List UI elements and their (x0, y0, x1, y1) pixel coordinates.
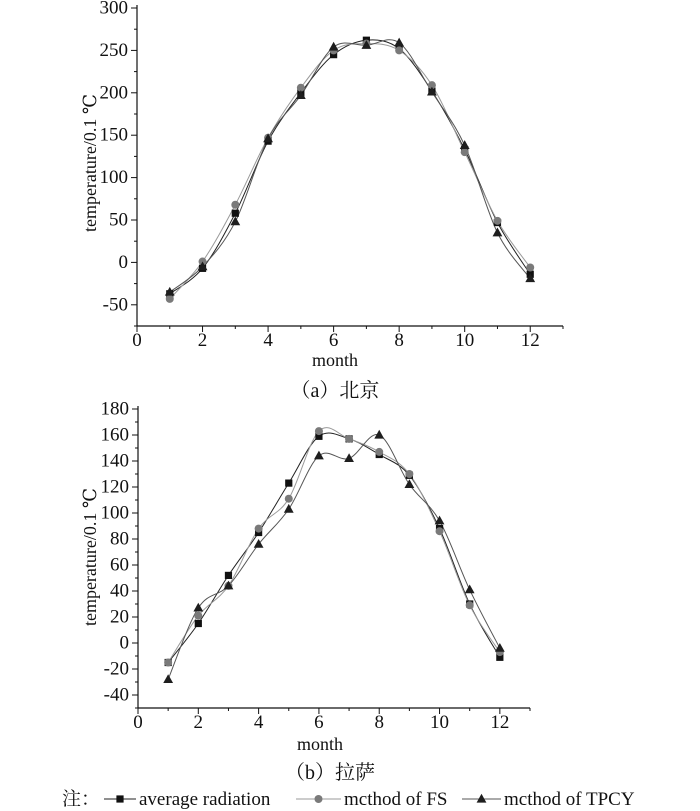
y-tick-label: -20 (103, 658, 129, 680)
series-line-mcthod-of-tpcy (170, 40, 530, 292)
y-tick-label: 20 (110, 606, 129, 628)
series-line-mcthod-of-fs (168, 428, 500, 663)
x-tick-label: 8 (374, 712, 384, 733)
data-point-mcthod-of-fs (166, 295, 174, 303)
x-axis-title: month (311, 350, 359, 370)
y-tick-label: 100 (100, 502, 129, 524)
x-tick-label: 6 (314, 712, 324, 733)
legend-note: 注： (62, 789, 101, 810)
data-point-average-radiation (285, 480, 292, 487)
x-axis-title: month (296, 734, 344, 754)
chart-subtitle: （a）北京 (290, 380, 380, 402)
y-tick-label: 200 (99, 82, 128, 104)
x-tick-label: 10 (455, 330, 475, 351)
data-point-mcthod-of-tpcy (163, 674, 173, 683)
y-tick-label: 40 (110, 580, 129, 602)
x-tick-label: 12 (520, 330, 540, 351)
x-tick-label: 0 (132, 330, 142, 351)
data-point-mcthod-of-tpcy (394, 38, 404, 47)
data-point-mcthod-of-tpcy (435, 516, 445, 525)
x-tick-label: 2 (193, 712, 204, 733)
y-tick-label: 60 (110, 554, 129, 576)
chart-subtitle: （b）拉萨 (285, 762, 375, 784)
data-point-mcthod-of-fs (461, 148, 469, 156)
legend-label: average radiation (139, 789, 271, 810)
y-tick-label: 150 (99, 124, 128, 146)
y-axis-title: temperature/0.1 ℃ (80, 487, 100, 627)
x-tick-label: 2 (197, 330, 208, 351)
data-point-mcthod-of-fs (493, 217, 501, 225)
y-tick-label: 50 (109, 209, 128, 231)
data-point-mcthod-of-fs (395, 46, 403, 54)
legend-label: mcthod of FS (344, 789, 448, 810)
y-tick-label: 100 (99, 167, 128, 189)
legend-triangle-marker-icon (477, 794, 487, 803)
data-point-mcthod-of-tpcy (314, 451, 324, 460)
y-tick-label: 250 (99, 39, 128, 61)
x-tick-label: 4 (253, 712, 264, 733)
data-point-average-radiation (232, 210, 239, 217)
x-tick-label: 10 (430, 712, 450, 733)
data-point-mcthod-of-fs (345, 435, 353, 443)
y-tick-label: 0 (119, 632, 129, 654)
plot-area (100, 0, 564, 351)
y-tick-label: 160 (100, 424, 129, 446)
legend-entry-mcthod-of-fs (296, 789, 447, 810)
x-tick-label: 6 (328, 330, 339, 351)
x-tick-label: 12 (490, 712, 510, 733)
y-tick-label: 140 (100, 450, 129, 472)
y-tick-label: 300 (99, 0, 128, 19)
legend-label: mcthod of TPCY (504, 789, 635, 810)
y-tick-label: 80 (110, 528, 129, 550)
series-line-mcthod-of-fs (170, 44, 530, 299)
legend-swatch (462, 794, 501, 803)
legend-entry-average-radiation (104, 789, 271, 810)
legend-swatch (296, 795, 341, 803)
data-point-mcthod-of-fs (315, 427, 323, 435)
chart-lhasa (80, 399, 530, 785)
data-point-average-radiation (225, 572, 232, 579)
data-point-mcthod-of-tpcy (465, 585, 475, 594)
legend-circle-marker-icon (315, 795, 323, 803)
data-point-mcthod-of-fs (164, 659, 172, 667)
chart-beijing (80, 0, 563, 402)
data-point-mcthod-of-tpcy (230, 216, 240, 225)
data-point-mcthod-of-tpcy (329, 42, 339, 51)
series-line-average-radiation (170, 40, 530, 294)
y-tick-label: 120 (100, 476, 129, 498)
legend-swatch (104, 795, 136, 802)
x-tick-label: 0 (133, 712, 143, 733)
y-tick-label: -40 (103, 684, 129, 706)
data-point-mcthod-of-fs (285, 495, 293, 503)
y-tick-label: 180 (100, 398, 129, 420)
legend-entry-mcthod-of-tpcy (462, 789, 635, 810)
x-tick-label: 4 (263, 330, 273, 351)
y-tick-label: -50 (102, 294, 128, 316)
plot-area (101, 399, 531, 734)
data-point-average-radiation (195, 620, 202, 627)
data-point-mcthod-of-fs (436, 527, 444, 535)
data-point-mcthod-of-fs (405, 470, 413, 478)
y-axis-title: temperature/0.1 ℃ (80, 93, 100, 233)
data-point-mcthod-of-fs (375, 448, 383, 456)
data-point-mcthod-of-fs (231, 201, 239, 209)
legend-square-marker-icon (116, 795, 123, 802)
x-tick-label: 8 (394, 330, 404, 351)
data-point-mcthod-of-fs (255, 525, 263, 533)
data-point-mcthod-of-fs (194, 612, 202, 620)
series-line-average-radiation (168, 433, 500, 662)
data-point-mcthod-of-tpcy (284, 504, 294, 513)
data-point-mcthod-of-tpcy (344, 453, 354, 462)
data-point-mcthod-of-fs (526, 263, 534, 271)
data-point-mcthod-of-fs (466, 601, 474, 609)
y-tick-label: 0 (118, 251, 128, 273)
legend (62, 788, 635, 810)
